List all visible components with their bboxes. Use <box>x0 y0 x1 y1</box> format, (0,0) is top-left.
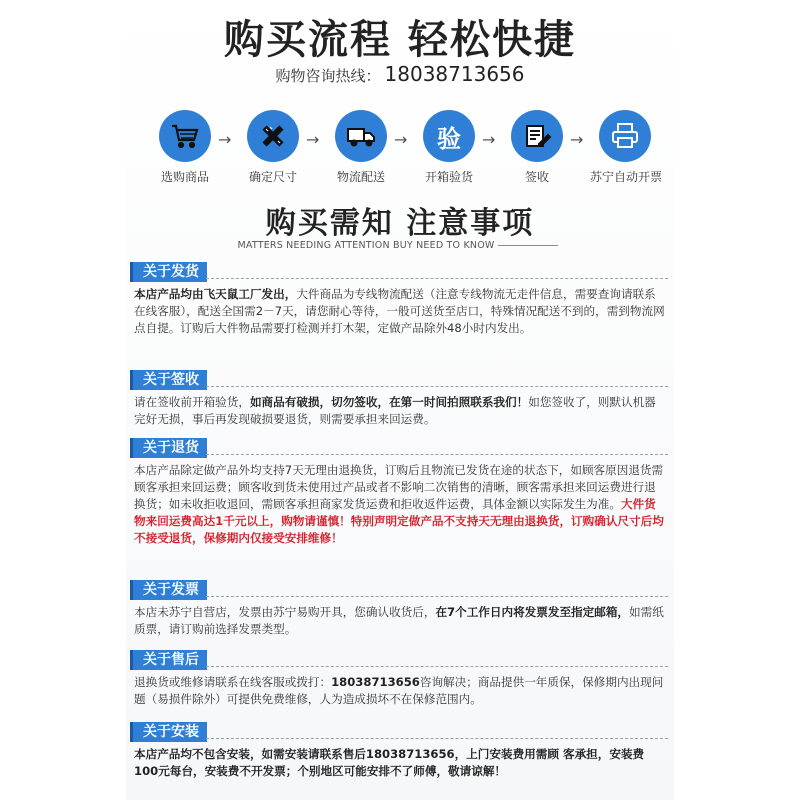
step-label: 物流配送 <box>336 170 385 184</box>
hotline-label: 购物咨询热线： <box>275 67 381 85</box>
notice-title: 购买需知 注意事项 <box>265 206 535 241</box>
step-sign <box>502 110 572 185</box>
page-title: 购买流程 轻松快捷 <box>224 17 576 63</box>
step-label: 苏宁自动开票 <box>590 170 663 184</box>
delivery-truck-icon <box>335 110 387 162</box>
divider <box>206 386 668 387</box>
step-select-product <box>150 110 220 185</box>
section-tag: 关于退货 <box>130 438 207 458</box>
hotline-number[interactable]: 18038713656 <box>384 62 525 86</box>
section-shipping <box>126 262 674 337</box>
divider <box>498 245 558 246</box>
section-signing <box>126 370 674 428</box>
section-tag: 关于发货 <box>130 262 207 282</box>
ruler-pencil-icon <box>247 110 299 162</box>
step-arrow: → <box>394 130 408 149</box>
section-install <box>126 722 674 780</box>
product-info-page <box>126 0 674 800</box>
section-tag: 关于签收 <box>130 370 207 390</box>
step-confirm-size <box>238 110 308 185</box>
step-label: 开箱验货 <box>424 170 473 184</box>
step-label: 签收 <box>524 170 549 184</box>
section-body: 本店产品除定做产品外均支持7天无理由退换货，订购后且物流已发货在途的状态下，如顾客原因退货需顾客承担来回运费；顾客收到货未使用过产品或者不影响二次销售的清晰，顾客需承担来回运费进行退换货；如未收拒收退回，需顾客承担商家发货运费和拒收返件运费，具体金额以实际发生为准。大件货物来回运费高达1千元以上，购物请谨慎！特别声明定做产品不支持天无理由退换货，订购确认尺寸后均不接受退货，保修期内仅接受安排维修！ <box>134 463 664 545</box>
printer-icon <box>599 110 651 162</box>
purchase-steps <box>126 110 674 190</box>
divider <box>206 278 668 279</box>
divider <box>206 666 668 667</box>
sign-document-icon <box>511 110 563 162</box>
divider <box>206 596 668 597</box>
section-tag: 关于安装 <box>130 722 207 742</box>
section-tag: 关于售后 <box>130 650 207 670</box>
notice-subtitle: MATTERS NEEDING ATTENTION BUY NEED TO KNOW <box>126 240 674 251</box>
step-inspect <box>414 110 484 185</box>
section-body: 请在签收前开箱验货，如商品有破损，切勿签收，在第一时间拍照联系我们！如您签收了，则默认机器完好无损，事后再发现破损要退货，则需要承担来回运费。 <box>134 395 656 426</box>
hotline <box>126 62 674 86</box>
step-arrow: → <box>570 130 584 149</box>
section-invoice <box>126 580 674 638</box>
step-arrow: → <box>218 130 232 149</box>
step-label: 确定尺寸 <box>248 170 297 184</box>
step-arrow: → <box>482 130 496 149</box>
shopping-cart-icon <box>159 110 211 162</box>
step-arrow: → <box>306 130 320 149</box>
step-auto-invoice <box>590 110 663 185</box>
divider <box>206 738 668 739</box>
step-label: 选购商品 <box>160 170 209 184</box>
aftersale-phone[interactable]: 18038713656 <box>331 675 420 689</box>
section-tag: 关于发票 <box>130 580 207 600</box>
section-body: 本店产品均由飞天鼠工厂发出，大件商品为专线物流配送（注意专线物流无走件信息，需要查询请联系在线客服），配送全国需2－7天，请您耐心等待，一般可送货至店口，特殊情况配送不到的，需到物流网点自提。订购后大件物品需要打检测并打木架，定做产品除外48小时内发出。 <box>134 287 665 335</box>
divider <box>206 454 668 455</box>
step-logistics <box>326 110 396 185</box>
section-aftersale <box>126 650 674 708</box>
inspect-glyph-icon: 验 <box>423 110 475 162</box>
section-body: 本店未苏宁自营店，发票由苏宁易购开具，您确认收货后，在7个工作日内将发票发至指定邮箱，如需纸质票，请订购前选择发票类型。 <box>134 605 664 636</box>
section-body: 本店产品均不包含安装，如需安装请联系售后18038713656，上门安装费用需顾 客承担，安装费100元每台，安装费不开发票；个别地区可能安排不了师傅，敬请谅解！ <box>134 747 645 778</box>
section-returns <box>126 438 674 547</box>
section-body: 退换货或维修请联系在线客服或拨打：18038713656咨询解决；商品提供一年质保，保修期内出现问题（易损件除外）可提供免费维修，人为造成损坏不在保修范围内。 <box>134 675 664 706</box>
